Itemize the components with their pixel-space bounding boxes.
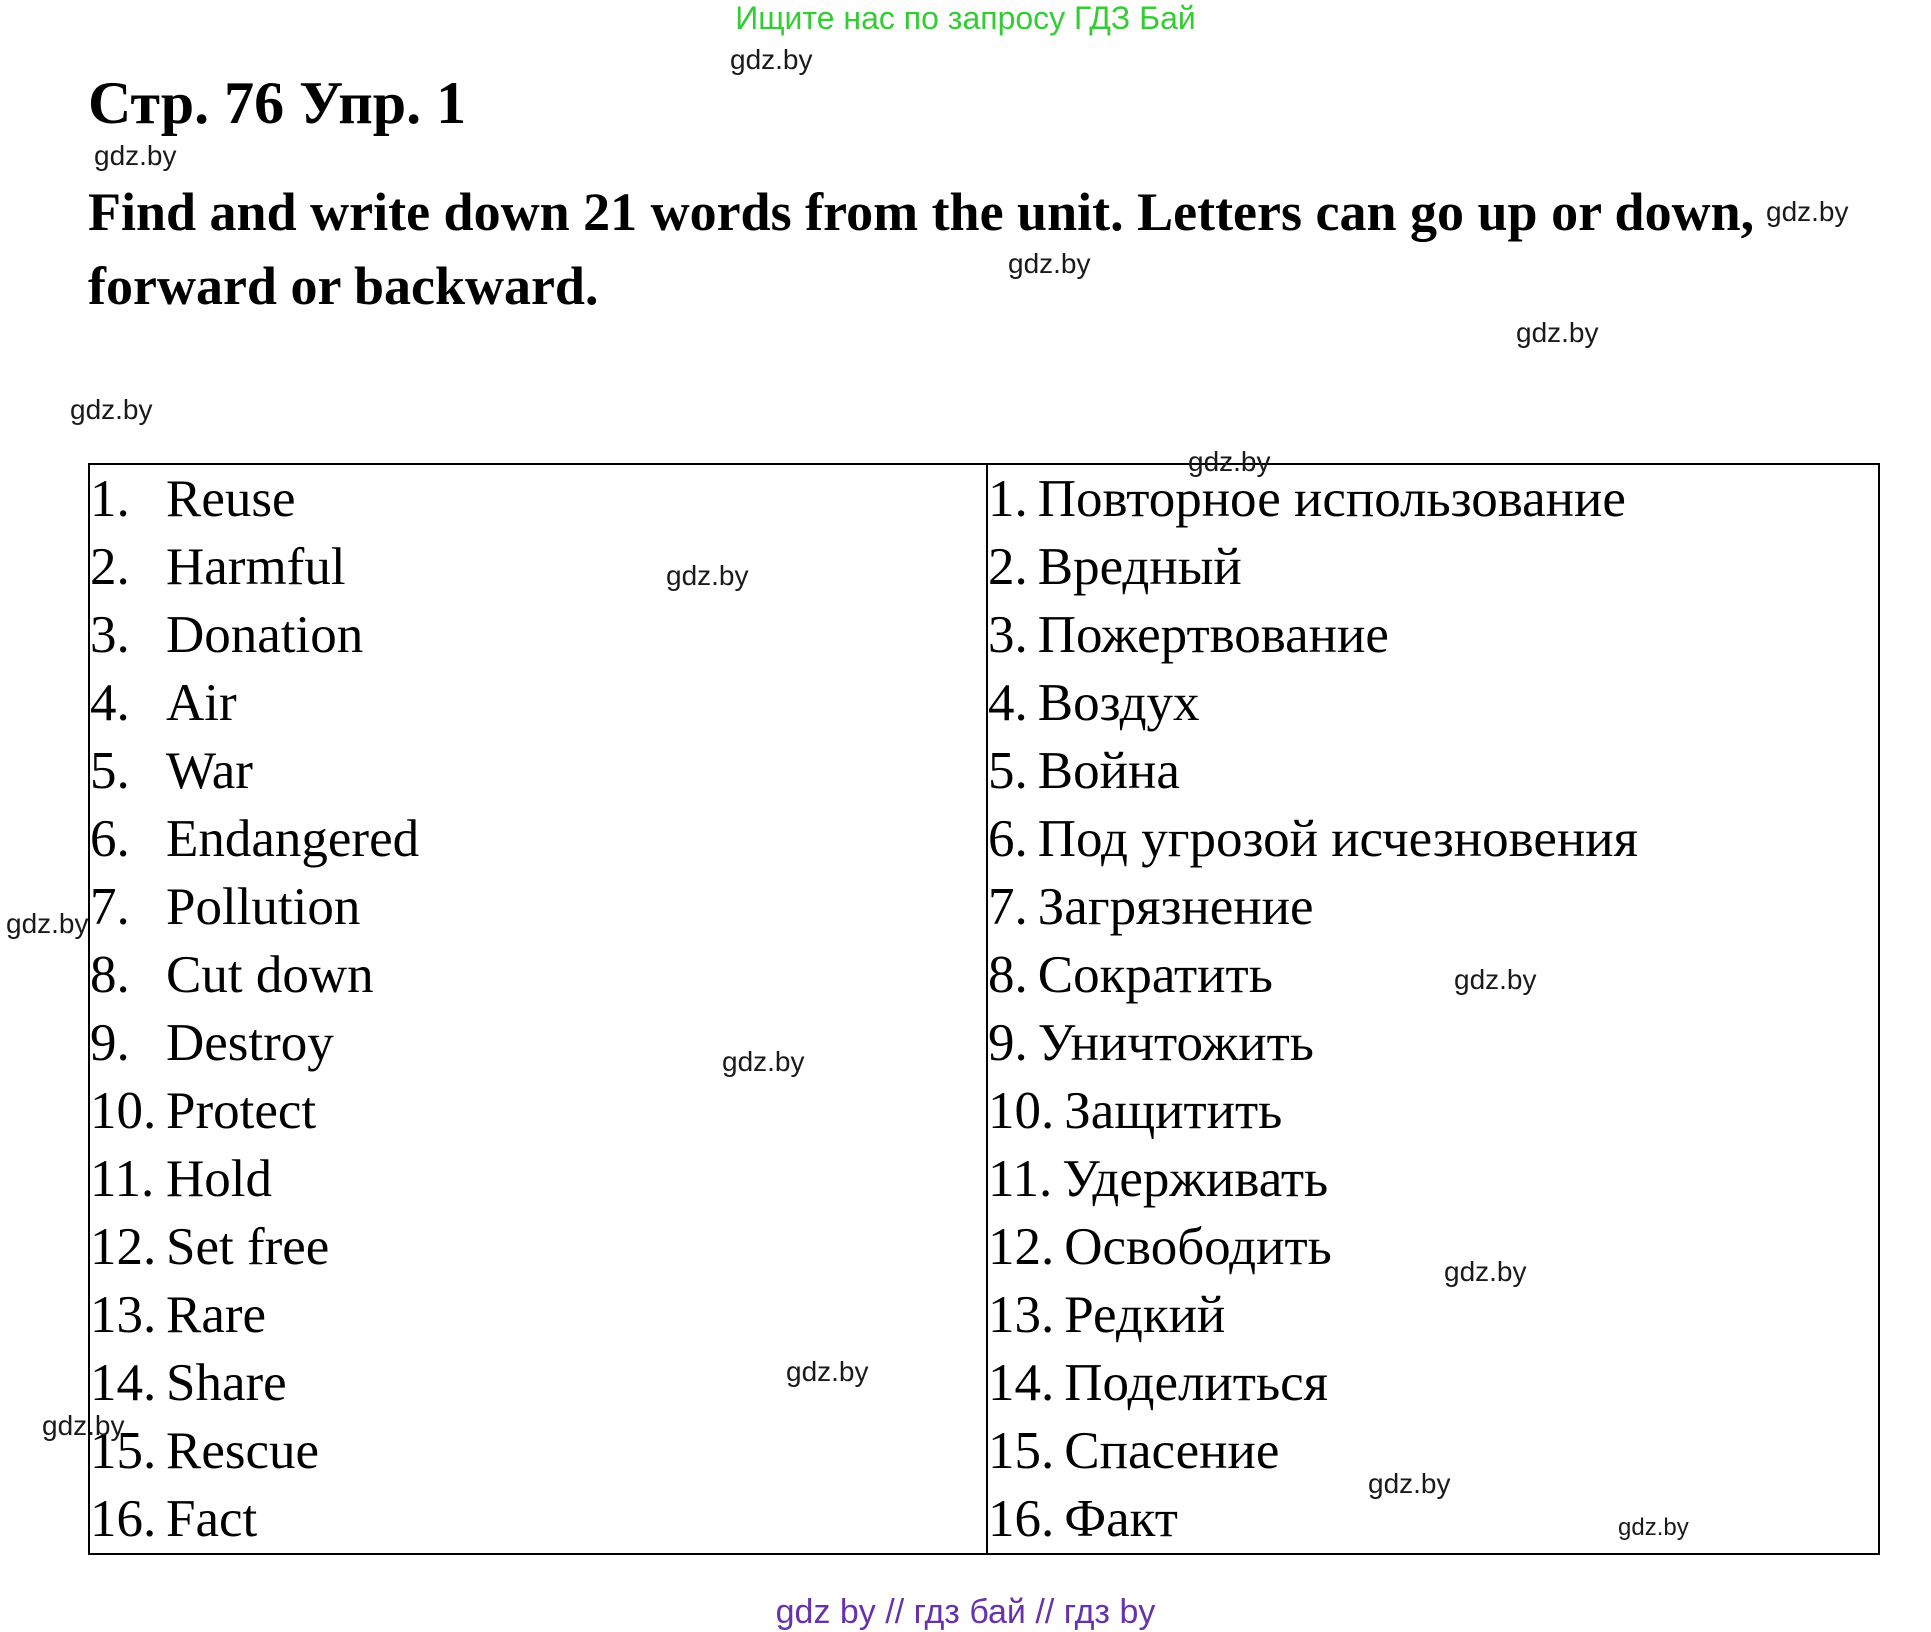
item-number: 12. — [988, 1218, 1055, 1276]
watermark: gdz.by — [1188, 446, 1271, 477]
item-word: Пожертвование — [1037, 606, 1389, 664]
list-item — [988, 873, 1878, 941]
watermark: gdz.by — [666, 560, 749, 591]
item-number: 15. — [90, 1422, 157, 1480]
item-number: 8. — [90, 946, 130, 1004]
item-word: Rescue — [166, 1422, 320, 1480]
list-item — [90, 465, 986, 533]
item-number: 6. — [90, 810, 130, 868]
item-number: 13. — [988, 1286, 1055, 1344]
item-word: Редкий — [1064, 1286, 1226, 1344]
list-item — [90, 1145, 986, 1213]
item-number: 14. — [90, 1354, 157, 1412]
item-number: 9. — [90, 1014, 130, 1072]
item-number: 12. — [90, 1218, 157, 1276]
item-word: Harmful — [166, 538, 346, 596]
list-item — [90, 1485, 986, 1553]
list-item — [988, 669, 1878, 737]
item-word: Rare — [166, 1286, 267, 1344]
item-number: 2. — [90, 538, 130, 596]
list-item — [90, 941, 986, 1009]
list-item — [90, 1417, 986, 1485]
item-number: 4. — [988, 674, 1028, 732]
watermark: gdz.by — [1008, 248, 1091, 279]
watermark: gdz.by — [730, 44, 813, 75]
list-item — [90, 669, 986, 737]
item-word: Protect — [166, 1082, 317, 1140]
item-word: Pollution — [166, 878, 361, 936]
item-word: Факт — [1064, 1490, 1178, 1548]
item-word: Освободить — [1064, 1218, 1332, 1276]
watermark: gdz.by — [70, 394, 153, 425]
watermark: gdz.by — [786, 1356, 869, 1387]
search-banner: Ищите нас по запросу ГДЗ Бай — [735, 0, 1196, 36]
english-word-list — [90, 465, 986, 1553]
item-word: Set free — [166, 1218, 330, 1276]
item-word: Fact — [166, 1490, 258, 1548]
watermark: gdz.by — [1766, 196, 1849, 227]
list-item — [988, 533, 1878, 601]
list-item — [988, 805, 1878, 873]
item-number: 3. — [90, 606, 130, 664]
item-number: 5. — [90, 742, 130, 800]
item-word: Уничтожить — [1037, 1014, 1314, 1072]
item-word: Загрязнение — [1037, 878, 1314, 936]
item-word: Share — [166, 1354, 287, 1412]
item-number: 15. — [988, 1422, 1055, 1480]
item-word: Сократить — [1037, 946, 1273, 1004]
item-number: 9. — [988, 1014, 1028, 1072]
list-item — [988, 941, 1878, 1009]
watermark: gdz.by — [1444, 1256, 1527, 1287]
item-number: 14. — [988, 1354, 1055, 1412]
item-word: Война — [1037, 742, 1180, 800]
item-word: Спасение — [1064, 1422, 1280, 1480]
list-item — [988, 465, 1878, 533]
item-number: 3. — [988, 606, 1028, 664]
watermark: gdz.by — [42, 1410, 125, 1441]
item-number: 1. — [988, 470, 1028, 528]
list-item — [90, 805, 986, 873]
item-word: Endangered — [166, 810, 420, 868]
item-number: 8. — [988, 946, 1028, 1004]
russian-word-list — [988, 465, 1878, 1553]
page-title: Стр. 76 Упр. 1 — [88, 70, 467, 136]
item-word: Air — [166, 674, 237, 732]
item-number: 16. — [90, 1490, 157, 1548]
item-word: Donation — [166, 606, 364, 664]
list-item — [90, 601, 986, 669]
item-number: 6. — [988, 810, 1028, 868]
item-number: 7. — [90, 878, 130, 936]
item-number: 10. — [988, 1082, 1055, 1140]
footer-links: gdz by // гдз бай // гдз by — [775, 1593, 1156, 1631]
item-word: Повторное использование — [1037, 470, 1626, 528]
item-number: 10. — [90, 1082, 157, 1140]
item-word: Под угрозой исчезновения — [1037, 810, 1638, 868]
watermark: gdz.by — [94, 140, 177, 171]
list-item — [988, 1077, 1878, 1145]
exercise-instruction: Find and write down 21 words from the unit. Letters can go up or down, forward or backward. — [88, 182, 1755, 316]
list-item — [90, 1281, 986, 1349]
watermark: gdz.by — [1618, 1514, 1689, 1541]
item-word: Удерживать — [1062, 1150, 1329, 1208]
item-word: Воздух — [1037, 674, 1200, 732]
list-item — [90, 1009, 986, 1077]
item-number: 13. — [90, 1286, 157, 1344]
watermark: gdz.by — [722, 1046, 805, 1077]
item-number: 4. — [90, 674, 130, 732]
watermark: gdz.by — [6, 908, 89, 939]
watermark: gdz.by — [1454, 964, 1537, 995]
list-item — [988, 1009, 1878, 1077]
item-word: Destroy — [166, 1014, 334, 1072]
item-number: 2. — [988, 538, 1028, 596]
item-word: Вредный — [1037, 538, 1242, 596]
list-item — [90, 737, 986, 805]
list-item — [90, 873, 986, 941]
list-item — [90, 1213, 986, 1281]
list-item — [90, 533, 986, 601]
watermark: gdz.by — [1368, 1468, 1451, 1499]
item-word: Reuse — [166, 470, 296, 528]
item-word: Hold — [166, 1150, 272, 1208]
list-item — [988, 601, 1878, 669]
item-word: Поделиться — [1064, 1354, 1329, 1412]
item-number: 11. — [90, 1150, 155, 1208]
item-word: War — [166, 742, 253, 800]
english-column — [89, 464, 987, 1554]
list-item — [988, 1145, 1878, 1213]
item-number: 5. — [988, 742, 1028, 800]
item-number: 1. — [90, 470, 130, 528]
list-item — [988, 1281, 1878, 1349]
list-item — [90, 1077, 986, 1145]
list-item — [988, 1213, 1878, 1281]
vocabulary-table — [88, 463, 1880, 1555]
russian-column — [987, 464, 1879, 1554]
item-word: Cut down — [166, 946, 374, 1004]
watermark: gdz.by — [1516, 317, 1599, 348]
list-item — [988, 737, 1878, 805]
item-number: 7. — [988, 878, 1028, 936]
item-number: 11. — [988, 1150, 1053, 1208]
list-item — [988, 1349, 1878, 1417]
item-word: Защитить — [1064, 1082, 1283, 1140]
item-number: 16. — [988, 1490, 1055, 1548]
